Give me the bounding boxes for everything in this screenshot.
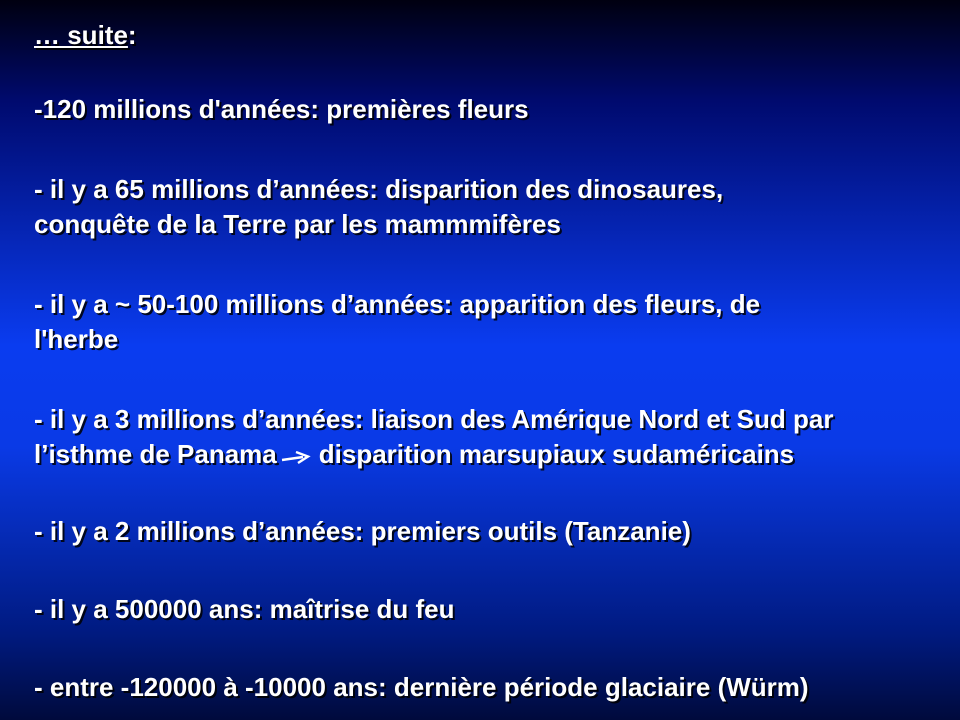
timeline-line-dinosaurs: - il y a 65 millions d’années: disparition des dinosaures,: [34, 174, 724, 204]
panama-text: l’isthme de Panama: [34, 439, 277, 469]
marsupials-text: disparition marsupiaux sudaméricains: [318, 439, 795, 469]
timeline-line-panama: [34, 437, 948, 473]
timeline-line-glaciation: - entre -120000 à -10000 ans: dernière période glaciaire (Würm): [34, 672, 809, 702]
timeline-line-first-flowers: -120 millions d'années: premières fleurs: [34, 94, 529, 124]
heading-colon: :: [127, 20, 137, 50]
slide-heading: [34, 18, 948, 52]
timeline-line-fire: - il y a 500000 ans: maîtrise du feu: [34, 594, 455, 624]
timeline-line-grass-cont: l'herbe: [34, 324, 119, 354]
timeline-line-tools: - il y a 2 millions d’années: premiers outils (Tanzanie): [34, 516, 691, 546]
timeline-line-grass: - il y a ~ 50-100 millions d’années: apparition des fleurs, de: [34, 289, 761, 319]
timeline-line-americas: - il y a 3 millions d’années: liaison des Amérique Nord et Sud par: [34, 404, 834, 434]
heading-text: … suite: [34, 20, 128, 50]
timeline-line-dinosaurs-cont: conquête de la Terre par les mammmifères: [34, 209, 561, 239]
right-arrow-icon: [281, 439, 311, 473]
